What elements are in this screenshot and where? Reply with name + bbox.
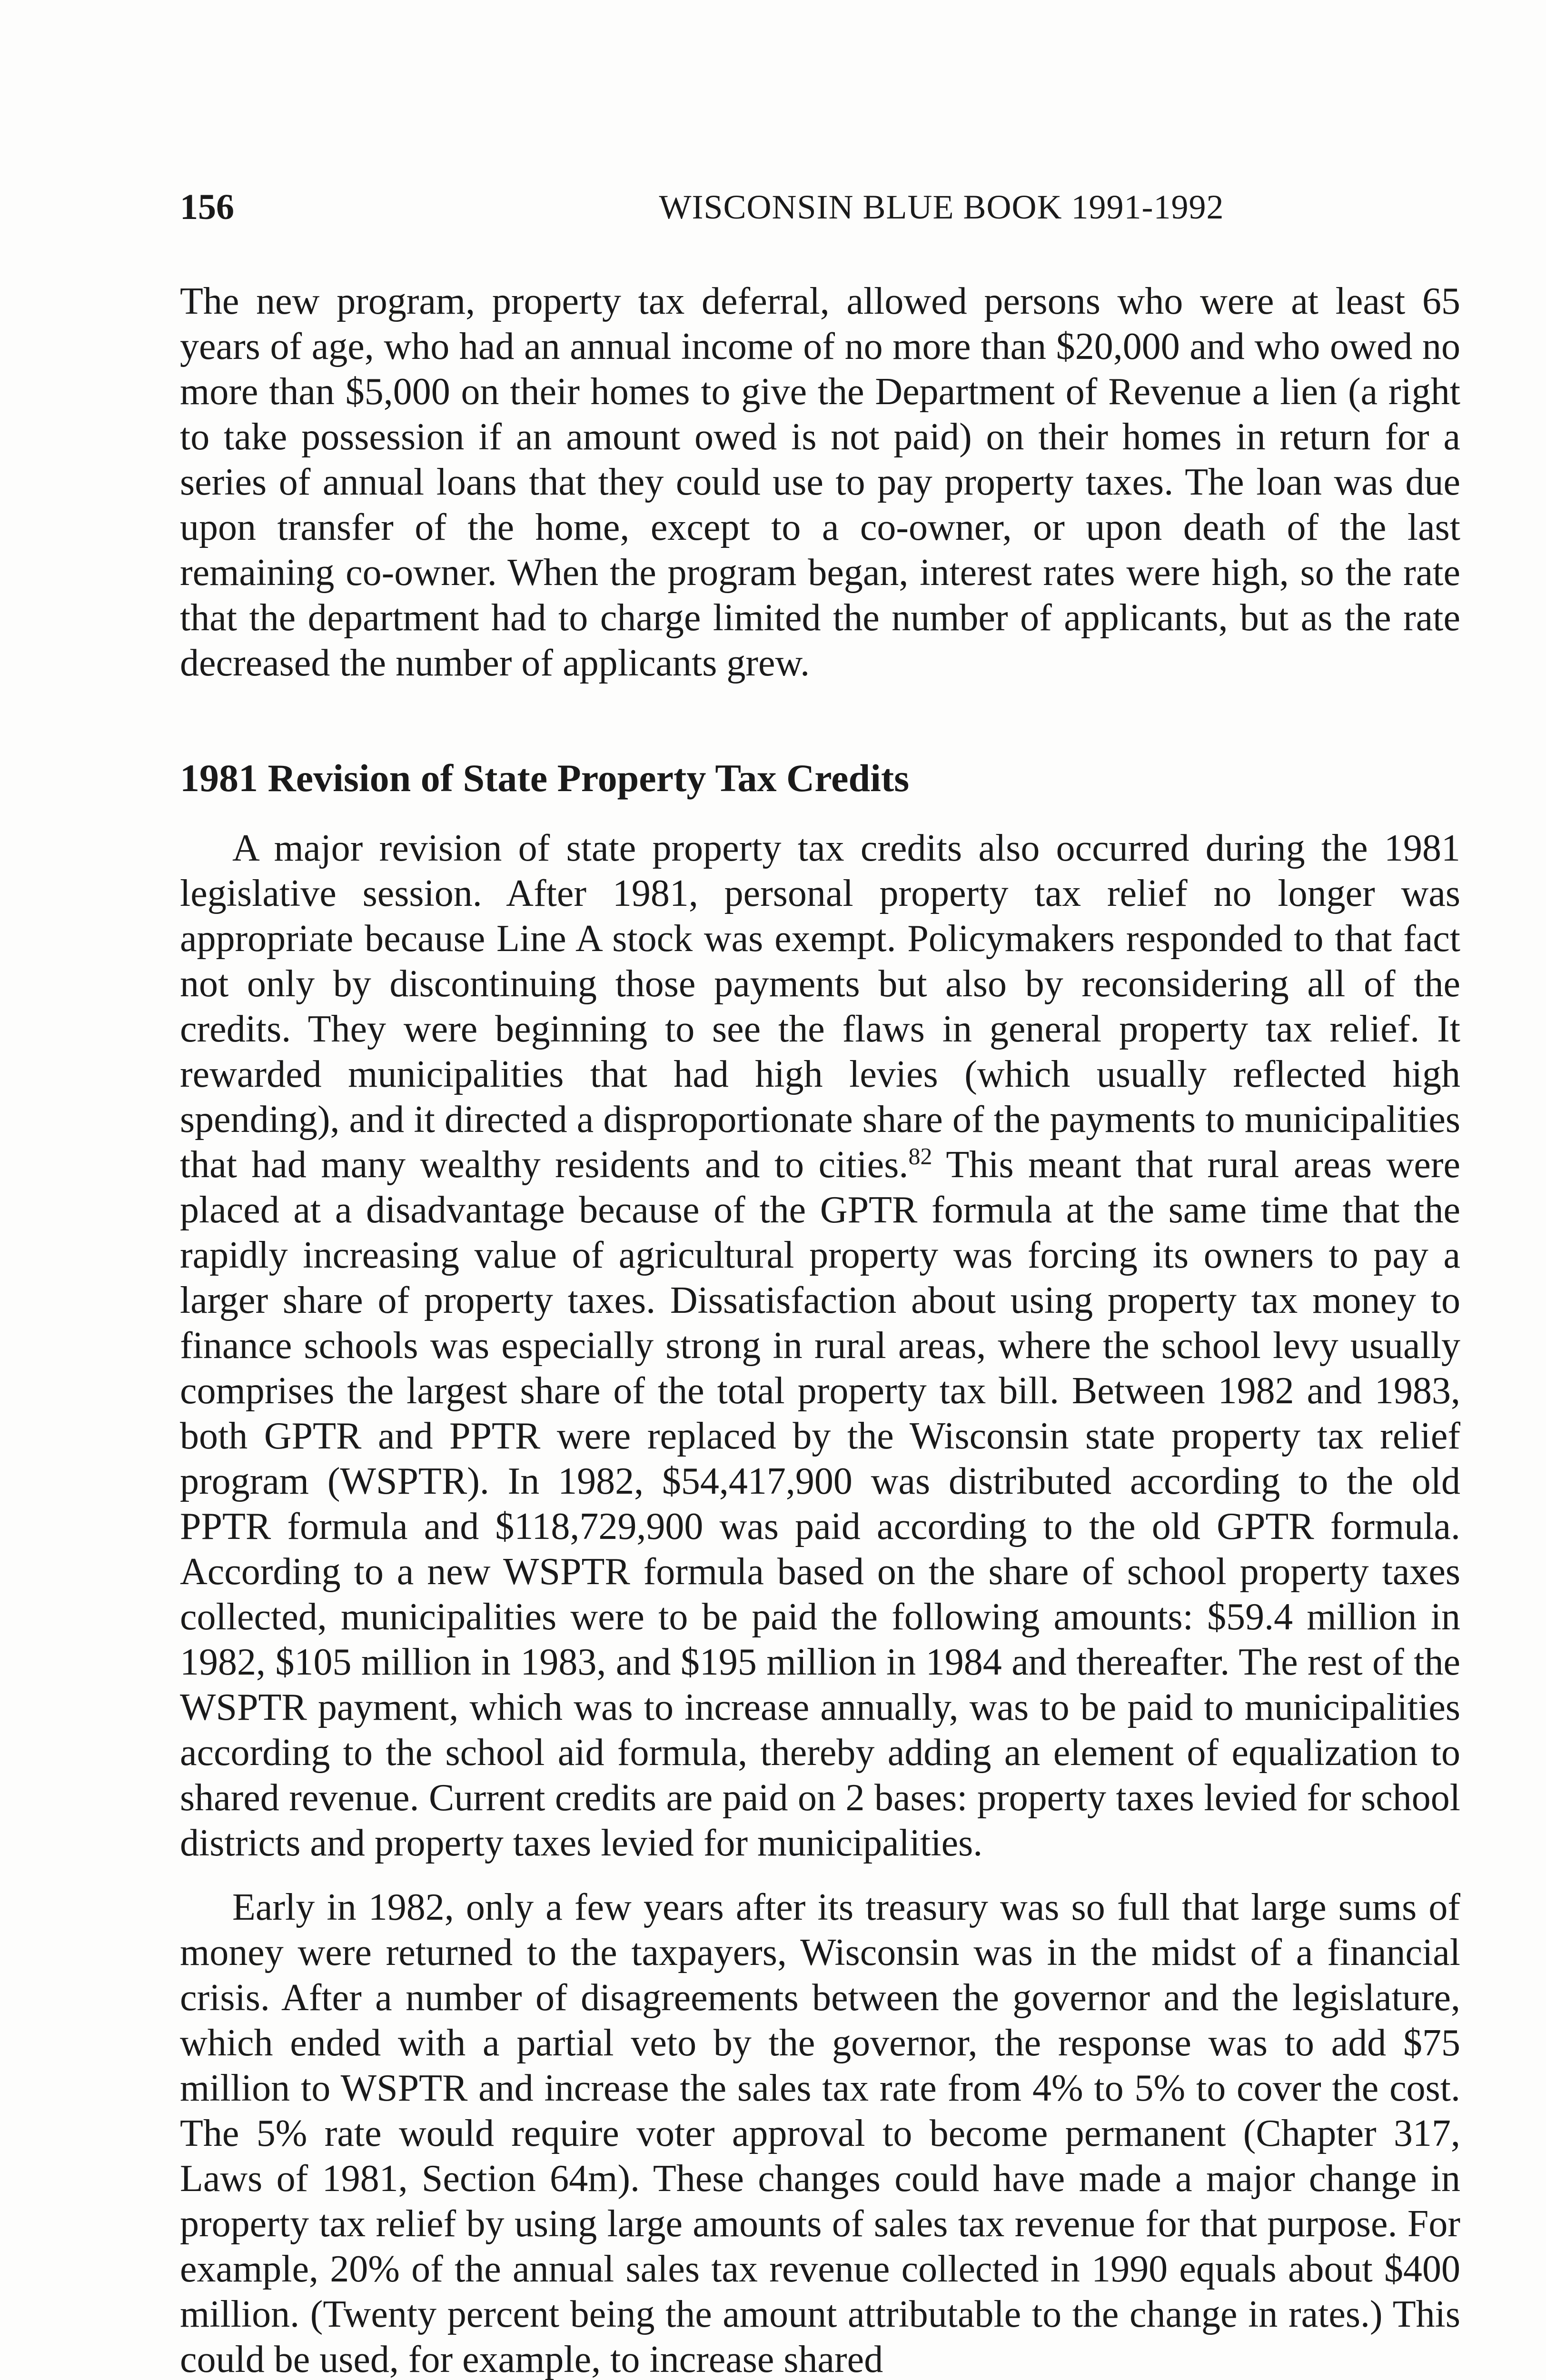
page-number: 156 [180, 187, 234, 227]
paragraph-financial-crisis: Early in 1982, only a few years after its treasury was so full that large sums of money were returned to the taxpayers, Wisconsin was in the midst of a financial crisis. After a number of disagreements between the governor and the legislature, which ended with a partial veto by the governor, the response was to add $75 million to WSPTR and increase the sales tax rate from 4% to 5% to cover the cost. The 5% rate would require voter approval to become permanent (Chapter 317, Laws of 1981, Section 64m). These changes could have made a major change in property tax relief by using large amounts of sales tax revenue for that purpose. For example, 20% of the annual sales tax revenue collected in 1990 equals about $400 million. (Twenty percent being the amount attributable to the change in rates.) This could be used, for example, to increase shared [180, 1886, 1460, 2380]
paragraph-property-tax-deferral: The new program, property tax deferral, allowed persons who were at least 65 years of age, who had an annual income of no more than $20,000 and who owed no more than $5,000 on their homes to give the Department of Revenue a lien (a right to take possession if an amount owed is not paid) on their homes in return for a series of annual loans that they could use to pay property taxes. The loan was due upon transfer of the home, except to a co-owner, or upon death of the last remaining co-owner. When the program began, interest rates were high, so the rate that the department had to charge limited the number of applicants, but as the rate decreased the number of applicants grew. [180, 280, 1460, 684]
paragraph-revision-text-part-1: A major revision of state property tax credits also occurred during the 1981 legislative session. After 1981, personal property tax relief no longer was appropriate because Line A stock was exempt. Policymakers responded to that fact not only by discontinuing those payments but also by reconsidering all of the credits. They were beginning to see the flaws in general property tax relief. It rewarded municipalities that had high levies (which usually reflected high spending), and it directed a disproportionate share of the payments to municipalities that had many wealthy residents and to cities. [180, 827, 1460, 1186]
paragraph-revision-credits [180, 826, 1460, 1866]
running-title [537, 181, 1346, 233]
section-heading: 1981 Revision of State Property Tax Credits [180, 756, 910, 800]
running-title-text: WISCONSIN BLUE BOOK 1991-1992 [659, 188, 1224, 226]
page-header [180, 181, 1460, 233]
paragraph-revision-text-part-2: This meant that rural areas were placed at a disadvantage because of the GPTR formula at the same time that the rapidly increasing value of agricultural property was forcing its owners to pay a larger share of property taxes. Dissatisfaction about using property tax money to finance schools was especially strong in rural areas, where the school levy usually comprises the largest share of the total property tax bill. Between 1982 and 1983, both GPTR and PPTR were replaced by the Wisconsin state property tax relief program (WSPTR). In 1982, $54,417,900 was distributed according to the old PPTR formula and $118,729,900 was paid according to the old GPTR formula. According to a new WSPTR formula based on the share of school property taxes collected, municipalities were to be paid the following amounts: $59.4 million in 1982, $105 million in 1983, and $195 million in 1984 and thereafter. The rest of the WSPTR payment, which was to increase annually, was to be paid to municipalities according to the school aid formula, thereby adding an element of equalization to shared revenue. Current credits are paid on 2 bases: property taxes levied for school districts and property taxes levied for municipalities. [180, 1144, 1461, 1864]
footnote-reference: 82 [908, 1142, 932, 1170]
